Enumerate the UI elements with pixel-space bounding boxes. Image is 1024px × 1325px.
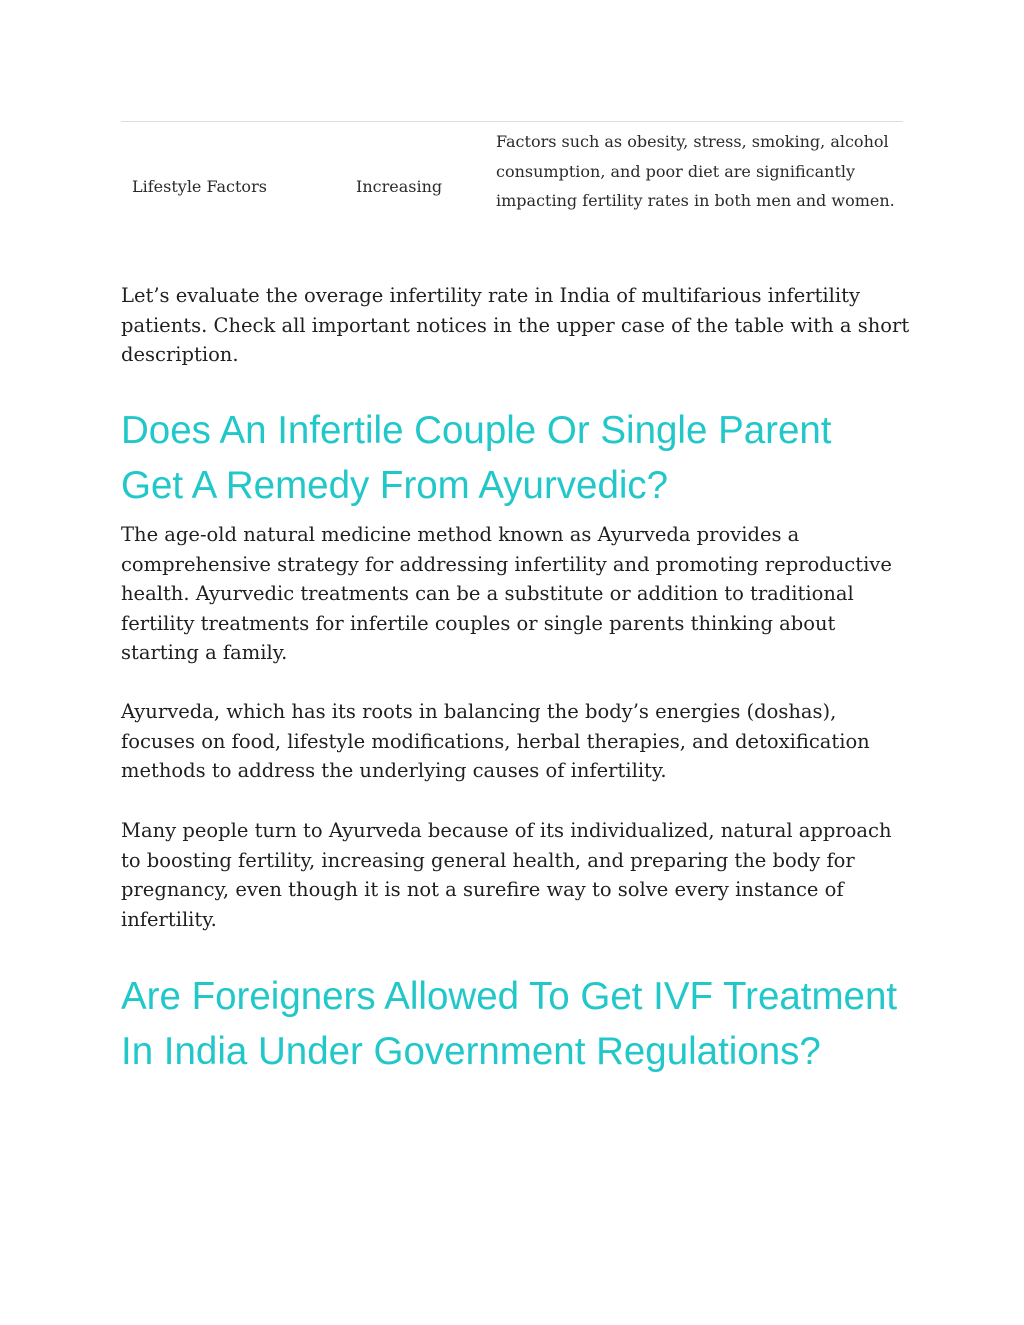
ayurveda-paragraph-3: Many people turn to Ayurveda because of its individualized, natural approach to boosting fertility, increasing general health, and preparing the body for pregnancy, even though it is not a surefire way to solve every instance of infertility. [121,819,892,931]
ayurveda-paragraph-2: Ayurveda, which has its roots in balancing the body’s energies (doshas), focuses on food, lifestyle modifications, herbal therapies, and detoxification methods to address the underlying causes of infertility. [121,700,870,783]
foreigners-heading: Are Foreigners Allowed To Get IVF Treatment In India Under Government Regulations? [121,975,898,1073]
table-cell-trend: Increasing [356,177,443,196]
table-cell-description: Factors such as obesity, stress, smoking, alcohol consumption, and poor diet are significantly impacting fertility rates in both men and women. [496,132,895,210]
ayurveda-heading: Does An Infertile Couple Or Single Parent Get A Remedy From Ayurvedic? [121,409,832,507]
table-cell-factor: Lifestyle Factors [132,177,267,196]
ayurveda-paragraph-1: The age-old natural medicine method known as Ayurveda provides a comprehensive strategy for addressing infertility and promoting reproductive health. Ayurvedic treatments can be a substitute or addition to traditional fertility treatments for infertile couples or single parents thinking about starting a family. [121,523,892,665]
intro-paragraph: Let’s evaluate the overage infertility rate in India of multifarious infertility patients. Check all important notices in the upper case of the table with a short description. [121,284,910,367]
table-row [121,122,903,250]
